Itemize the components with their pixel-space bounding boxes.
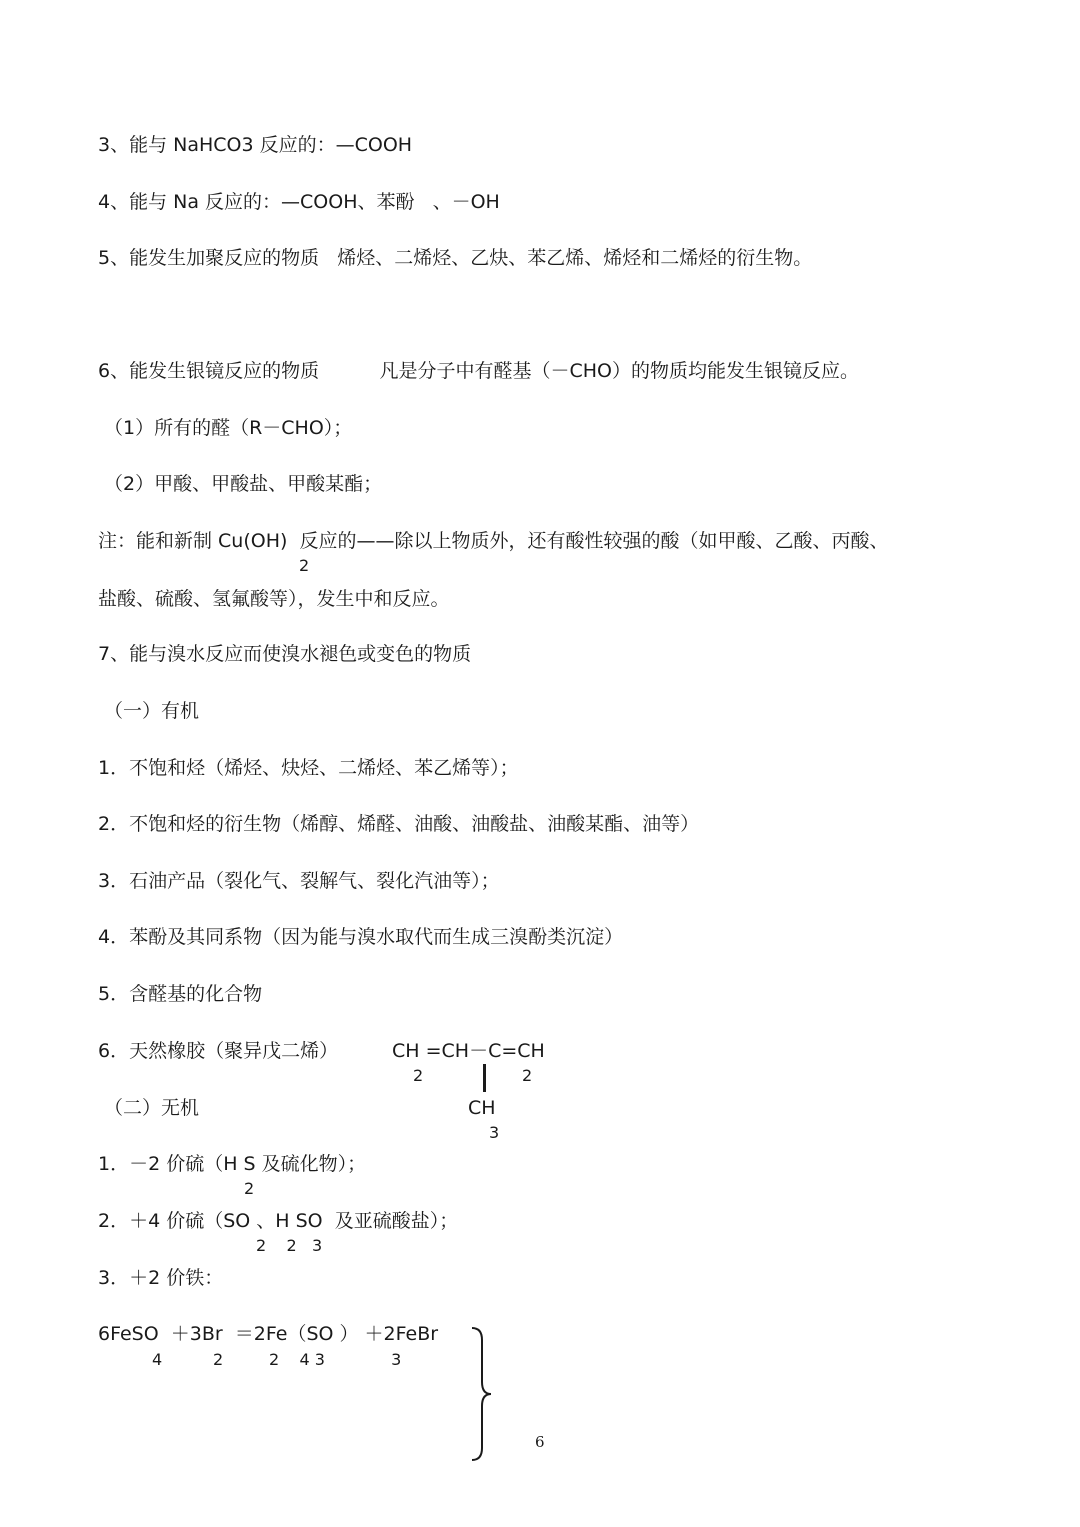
inorganic-item-3: 3．＋2 价铁： xyxy=(98,1267,224,1289)
organic-item-1: 1．不饱和烃（烯烃、炔烃、二烯烃、苯乙烯等）； xyxy=(98,757,519,779)
equation-subscripts: 4 2 2 4 3 3 xyxy=(152,1350,402,1369)
item-6-sub-2: （2）甲酸、甲酸盐、甲酸某酯； xyxy=(104,473,383,495)
isoprene-subscript-left: 2 xyxy=(413,1066,424,1085)
item-6-silver-mirror: 6、能发生银镜反应的物质 凡是分子中有醛基（－CHO）的物质均能发生银镜反应。 xyxy=(98,360,859,382)
item-5-addition-polymerization: 5、能发生加聚反应的物质 烯烃、二烯烃、乙炔、苯乙烯、烯烃和二烯烃的衍生物。 xyxy=(98,247,813,269)
inorganic-item-1: 1．－2 价硫（H S 及硫化物）； xyxy=(98,1153,367,1175)
item-4-na: 4、能与 Na 反应的：—COOH、苯酚 、－OH xyxy=(98,191,500,213)
organic-heading: （一）有机 xyxy=(104,700,200,722)
organic-item-3: 3．石油产品（裂化气、裂解气、裂化汽油等）； xyxy=(98,870,500,892)
item-3-nahco3: 3、能与 NaHCO3 反应的：—COOH xyxy=(98,134,413,156)
note-subscript: 2 xyxy=(299,556,310,575)
inorganic-item-1-subscript: 2 xyxy=(244,1179,255,1198)
inorganic-heading: （二）无机 xyxy=(104,1097,200,1119)
item-7-bromine-water: 7、能与溴水反应而使溴水褪色或变色的物质 xyxy=(98,643,472,665)
isoprene-formula: CH =CH－C=CH xyxy=(392,1040,545,1062)
page-number: 6 xyxy=(535,1433,545,1451)
item-6-sub-1: （1）所有的醛（R－CHO）； xyxy=(104,417,353,439)
isoprene-vertical-bond xyxy=(483,1064,486,1092)
right-brace-icon xyxy=(470,1326,494,1462)
note-line-1: 注：能和新制 Cu(OH) 反应的——除以上物质外，还有酸性较强的酸（如甲酸、乙酸、丙酸、 xyxy=(98,530,889,552)
inorganic-item-2-subscripts: 2 2 3 xyxy=(256,1236,323,1255)
inorganic-item-2: 2．＋4 价硫（SO 、H SO 及亚硫酸盐）； xyxy=(98,1210,459,1232)
isoprene-methyl-subscript: 3 xyxy=(489,1123,500,1142)
organic-item-2: 2．不饱和烃的衍生物（烯醇、烯醛、油酸、油酸盐、油酸某酯、油等） xyxy=(98,813,700,835)
organic-item-4: 4．苯酚及其同系物（因为能与溴水取代而生成三溴酚类沉淀） xyxy=(98,926,624,948)
note-line-2: 盐酸、硫酸、氢氟酸等），发生中和反应。 xyxy=(98,588,450,610)
isoprene-methyl-group: CH xyxy=(468,1097,496,1119)
isoprene-subscript-right: 2 xyxy=(522,1066,533,1085)
organic-item-5: 5．含醛基的化合物 xyxy=(98,983,263,1005)
organic-item-6: 6．天然橡胶（聚异戊二烯） xyxy=(98,1040,339,1062)
ferrous-bromine-equation: 6FeSO ＋3Br ＝2Fe（SO ） ＋2FeBr xyxy=(98,1323,439,1345)
